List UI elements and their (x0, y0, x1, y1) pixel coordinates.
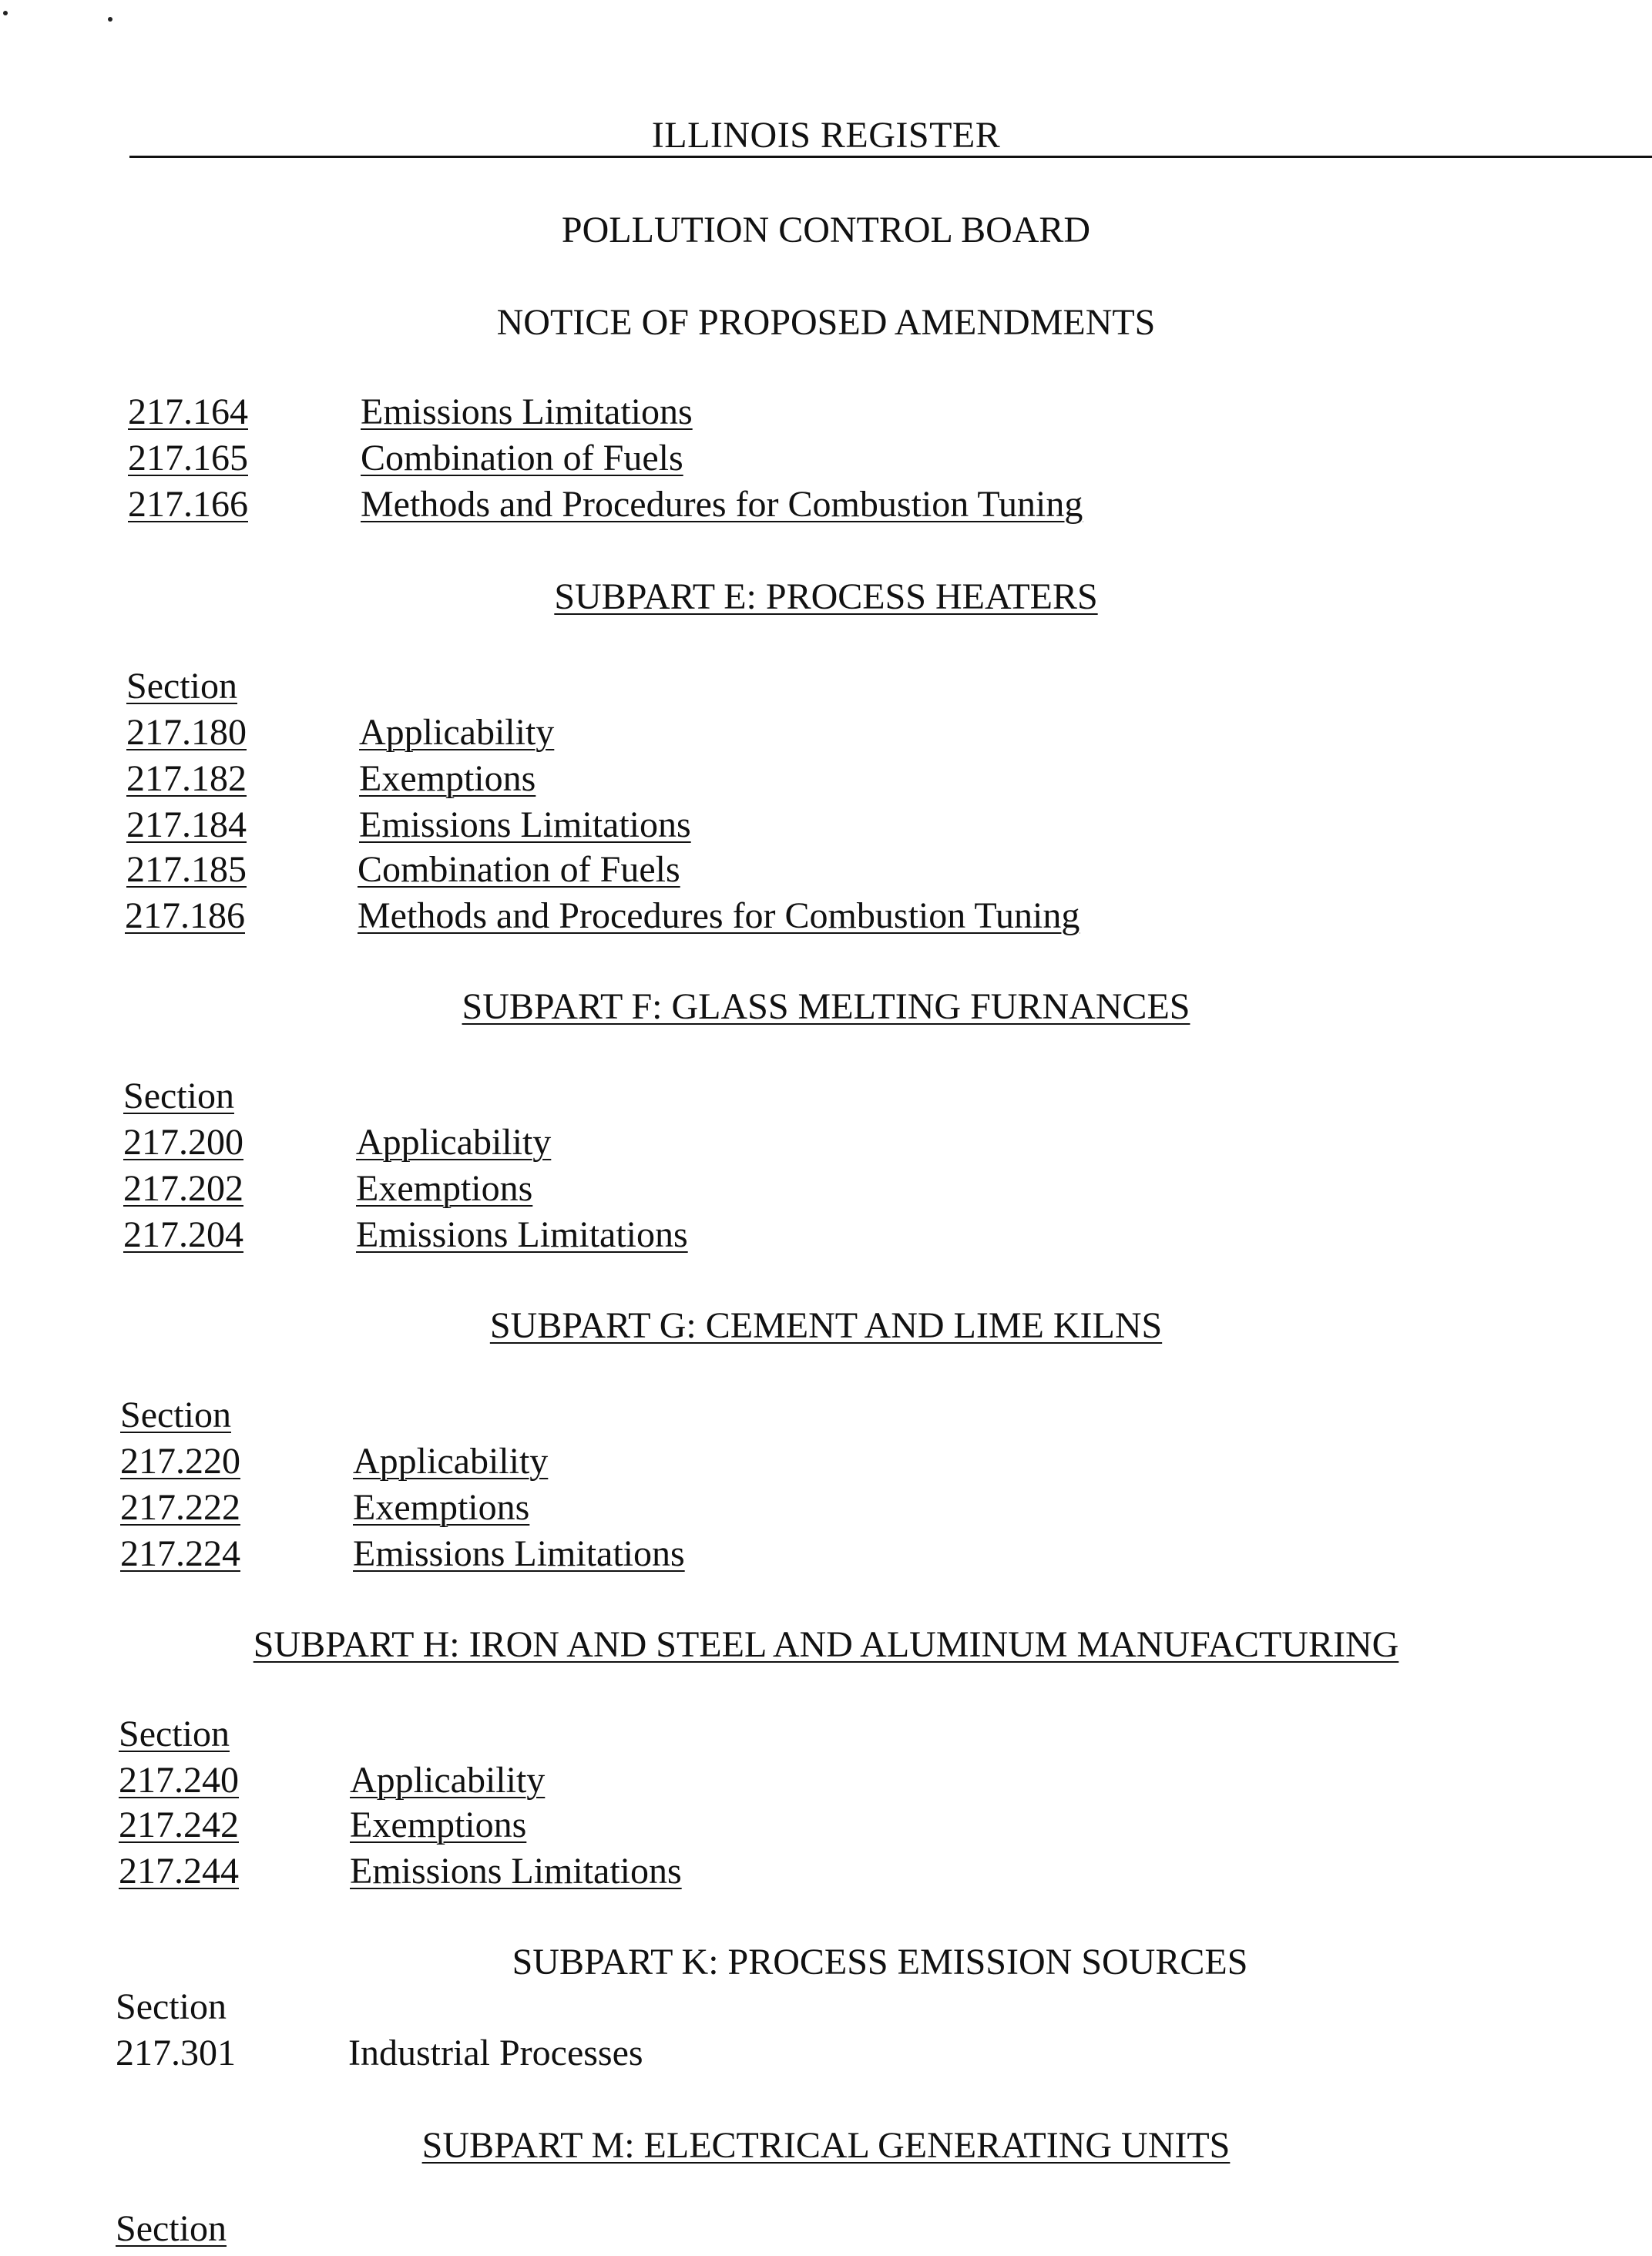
subpart-k-heading: SUBPART K: PROCESS EMISSION SOURCES (512, 1942, 1248, 1982)
section-number: 217.220 (120, 1441, 240, 1482)
section-number: 217.200 (123, 1122, 243, 1163)
section-label: Section (116, 1986, 227, 2027)
scan-speck (108, 17, 112, 22)
section-label: Section (119, 1714, 230, 1754)
section-title: Methods and Procedures for Combustion Tuning (361, 484, 1083, 525)
section-number: 217.222 (120, 1487, 240, 1528)
subpart-h-heading: SUBPART H: IRON AND STEEL AND ALUMINUM MANUFACTURING (253, 1624, 1399, 1665)
subpart-m-heading: SUBPART M: ELECTRICAL GENERATING UNITS (421, 2125, 1231, 2166)
subpart-f-heading: SUBPART F: GLASS MELTING FURNANCES (462, 986, 1190, 1027)
section-number: 217.224 (120, 1533, 240, 1574)
section-label: Section (116, 2208, 227, 2249)
section-title: Emissions Limitations (356, 1214, 688, 1255)
section-label: Section (126, 666, 237, 707)
list-item (128, 390, 248, 435)
section-number: 217.180 (126, 712, 247, 753)
section-number: 217.185 (126, 849, 247, 890)
section-title: Exemptions (359, 758, 536, 799)
section-title: Applicability (353, 1441, 549, 1482)
header-rule (129, 156, 1652, 158)
section-title: Emissions Limitations (353, 1533, 685, 1574)
section-number: 217.301 (116, 2033, 236, 2073)
subpart-g-heading: SUBPART G: CEMENT AND LIME KILNS (489, 1305, 1163, 1346)
list-item (361, 390, 693, 435)
scan-speck (3, 11, 8, 15)
list-item (361, 482, 1083, 527)
list-item (361, 436, 683, 481)
section-title: Applicability (350, 1760, 546, 1801)
section-title: Exemptions (350, 1804, 527, 1845)
section-number: 217.204 (123, 1214, 243, 1255)
section-number: 217.166 (128, 484, 248, 525)
section-number: 217.164 (128, 391, 248, 432)
section-title: Combination of Fuels (361, 438, 683, 478)
section-label: Section (123, 1076, 234, 1116)
list-item (128, 482, 248, 527)
section-number: 217.182 (126, 758, 247, 799)
section-number: 217.184 (126, 804, 247, 845)
notice-title: NOTICE OF PROPOSED AMENDMENTS (496, 302, 1156, 343)
section-number: 217.244 (119, 1851, 239, 1892)
section-number: 217.202 (123, 1168, 243, 1209)
section-title: Applicability (356, 1122, 552, 1163)
section-title: Emissions Limitations (359, 804, 691, 845)
section-title: Industrial Processes (348, 2033, 643, 2073)
section-title: Methods and Procedures for Combustion Tuning (358, 895, 1080, 936)
section-title: Exemptions (353, 1487, 530, 1528)
section-number: 217.240 (119, 1760, 239, 1801)
register-title: ILLINOIS REGISTER (651, 115, 1001, 156)
section-number: 217.186 (125, 895, 245, 936)
list-item (128, 436, 248, 481)
section-title: Emissions Limitations (350, 1851, 682, 1892)
section-number: 217.165 (128, 438, 248, 478)
section-number: 217.242 (119, 1804, 239, 1845)
section-title: Applicability (359, 712, 555, 753)
section-title: Emissions Limitations (361, 391, 693, 432)
section-title: Combination of Fuels (358, 849, 680, 890)
board-name: POLLUTION CONTROL BOARD (561, 210, 1091, 250)
subpart-e-heading: SUBPART E: PROCESS HEATERS (554, 576, 1098, 617)
section-label: Section (120, 1395, 231, 1435)
section-title: Exemptions (356, 1168, 533, 1209)
